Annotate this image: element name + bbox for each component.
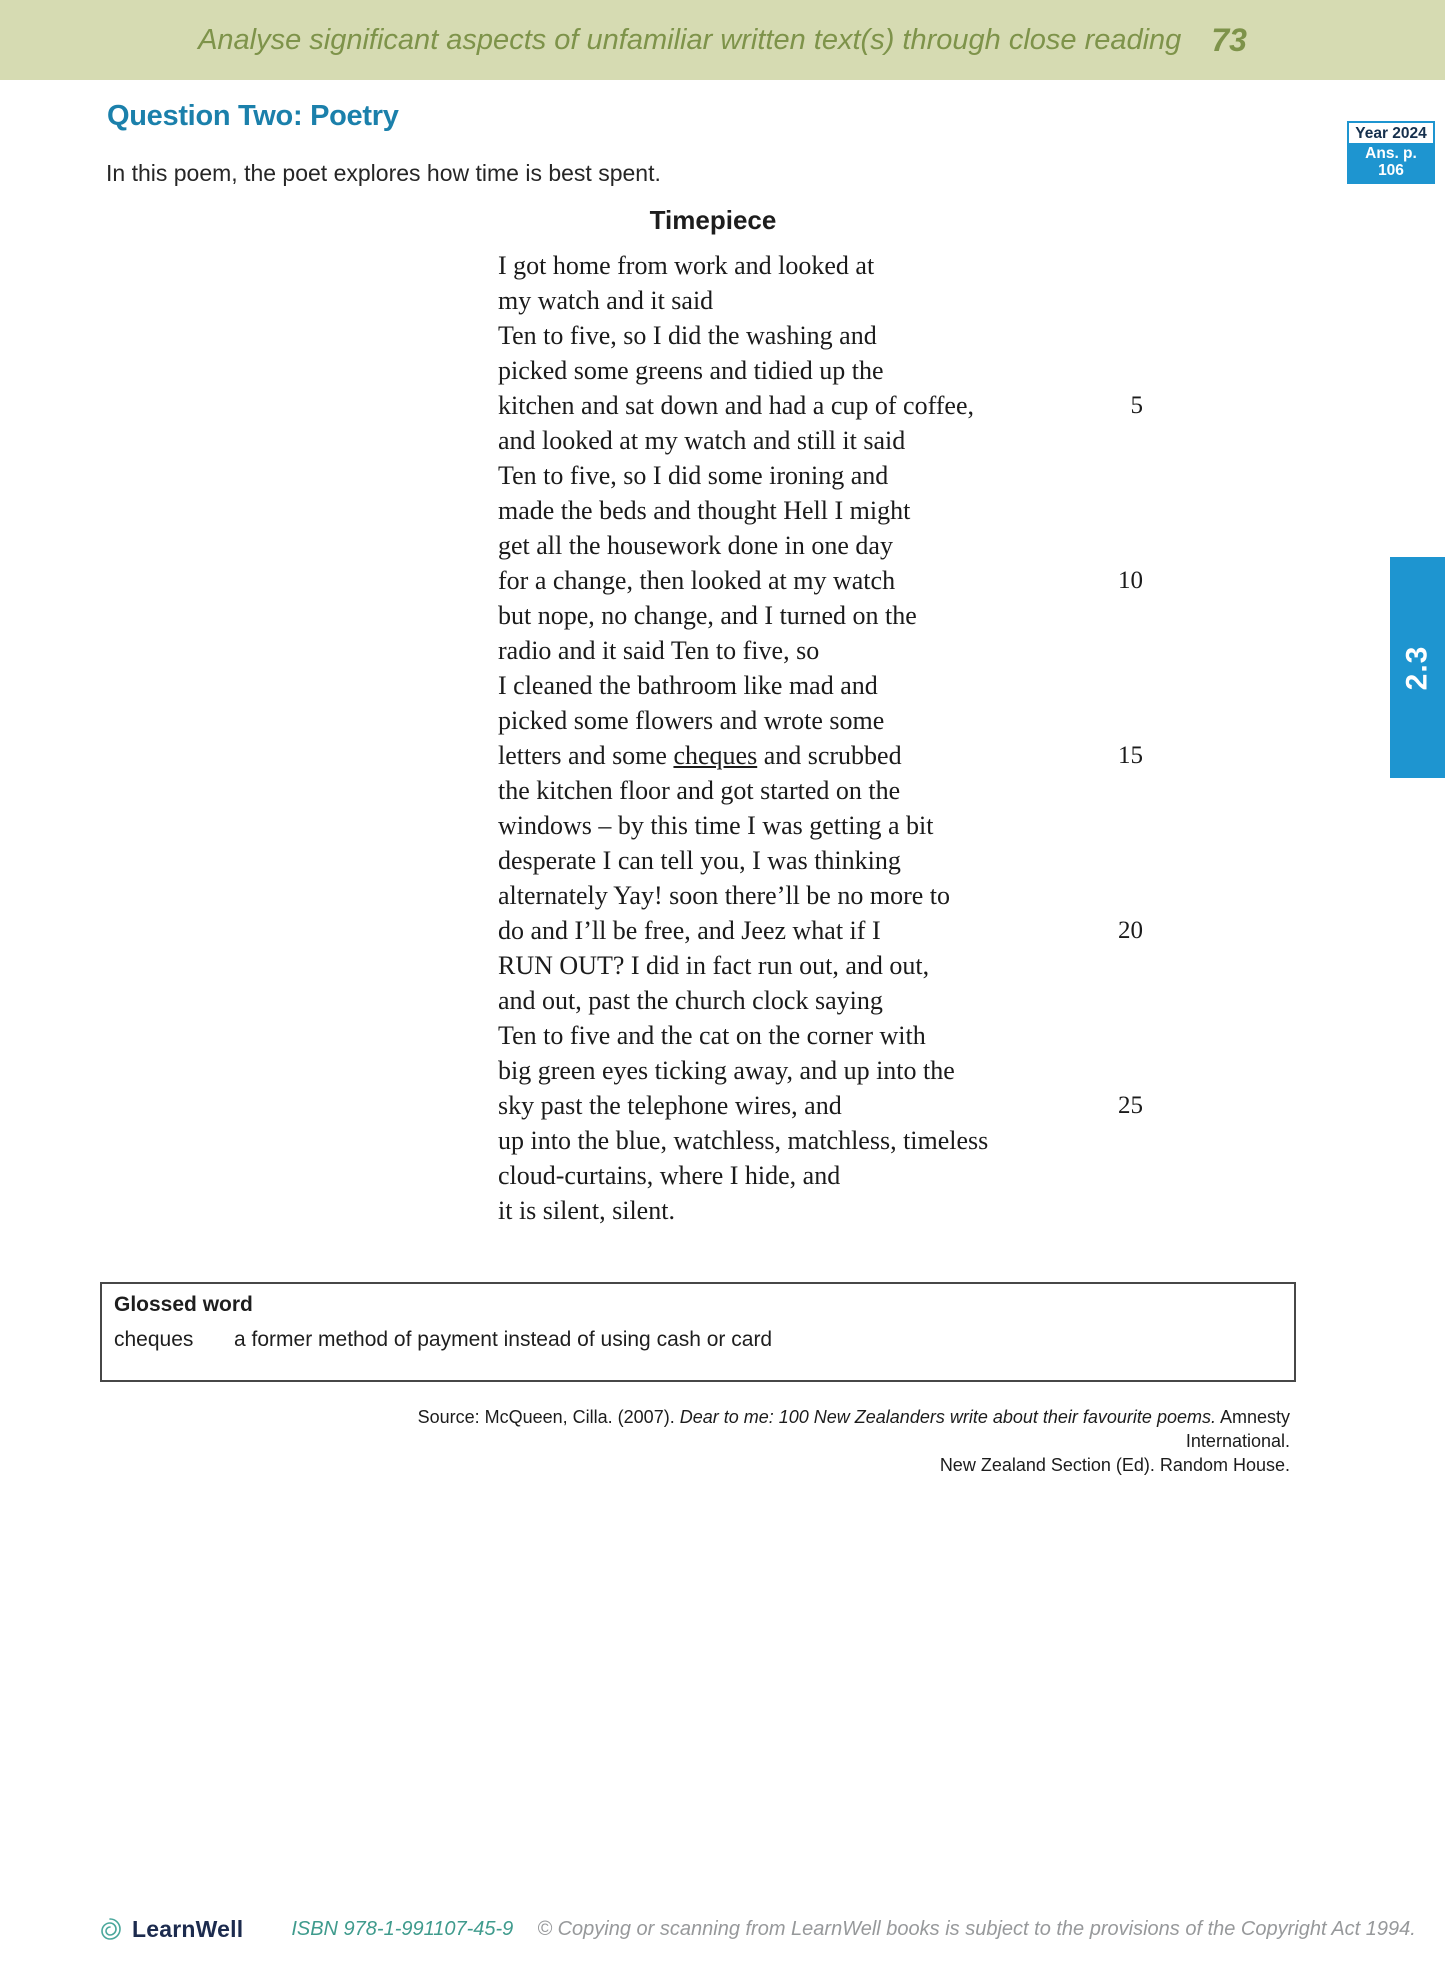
poem-lines — [498, 248, 1143, 1228]
poem-line — [498, 1088, 1143, 1123]
glossary-definition: a former method of payment instead of using cash or card — [234, 1328, 773, 1351]
copyright-notice: © Copying or scanning from LearnWell books is subject to the provisions of the Copyright Act 1994. — [537, 1917, 1416, 1940]
poem-line-text: sky past the telephone wires, and — [498, 1091, 842, 1120]
poem-line — [498, 703, 1143, 738]
poem-line-text: radio and it said Ten to five, so — [498, 636, 820, 665]
poem-line-number: 15 — [1118, 742, 1143, 769]
question-intro-text: In this poem, the poet explores how time is best spent. — [106, 160, 661, 186]
glossed-word-box — [100, 1282, 1296, 1382]
poem-line — [498, 563, 1143, 598]
poem-line — [498, 983, 1143, 1018]
answer-page-badge: Ans. p. 106 — [1349, 143, 1433, 182]
poem-line-number: 20 — [1118, 917, 1143, 944]
poem-line-text: letters and some cheques and scrubbed — [498, 741, 902, 770]
isbn-text: ISBN 978-1-991107-45-9 — [291, 1917, 514, 1940]
achievement-standard-title: Analyse significant aspects of unfamiliar written text(s) through close reading — [198, 23, 1182, 56]
poem-line — [498, 1018, 1143, 1053]
poem-line-text: Ten to five and the cat on the corner with — [498, 1021, 926, 1050]
poem-line — [498, 528, 1143, 563]
glossary-entry — [114, 1328, 1282, 1352]
poem-title: Timepiece — [649, 205, 777, 235]
poem-line — [498, 1123, 1143, 1158]
poem-line-number: 25 — [1118, 1092, 1143, 1119]
poem-line — [498, 283, 1143, 318]
poem-line-text: up into the blue, watchless, matchless, timeless — [498, 1126, 989, 1155]
poem-line — [498, 948, 1143, 983]
poem-line-text: I cleaned the bathroom like mad and — [498, 671, 878, 700]
question-heading: Question Two: Poetry — [107, 100, 399, 132]
glossary-heading: Glossed word — [114, 1293, 253, 1316]
poem-line — [498, 738, 1143, 773]
year-answer-badge — [1347, 121, 1435, 184]
page-header-bar — [0, 0, 1445, 80]
poem-line-text: it is silent, silent. — [498, 1196, 675, 1225]
poem-line — [498, 808, 1143, 843]
page-number: 73 — [1211, 21, 1247, 58]
poem-line-text: RUN OUT? I did in fact run out, and out, — [498, 951, 930, 980]
glossary-entries — [114, 1328, 1282, 1352]
source-book-title: Dear to me: 100 New Zealanders write about their favourite poems. — [679, 1407, 1216, 1427]
poem-line — [498, 668, 1143, 703]
learnwell-brand: LearnWell — [132, 1915, 244, 1942]
poem-line-text: do and I’ll be free, and Jeez what if I — [498, 916, 881, 945]
poem-line — [498, 913, 1143, 948]
poem-line — [498, 1158, 1143, 1193]
poem-line-text: Ten to five, so I did the washing and — [498, 321, 877, 350]
page-footer — [95, 1912, 1416, 1946]
poem-line-text: made the beds and thought Hell I might — [498, 496, 911, 525]
poem-line-text: and looked at my watch and still it said — [498, 426, 906, 455]
poem-line-text: windows – by this time I was getting a bit — [498, 811, 934, 840]
year-badge: Year 2024 — [1349, 123, 1433, 143]
poem-line-text: my watch and it said — [498, 286, 714, 315]
poem-line-text: kitchen and sat down and had a cup of coffee, — [498, 391, 975, 420]
poem-line-number: 10 — [1118, 567, 1143, 594]
source-citation — [390, 1405, 1290, 1477]
poem-line-text: cloud-curtains, where I hide, and — [498, 1161, 841, 1190]
poem-line — [498, 878, 1143, 913]
poem-line-text: desperate I can tell you, I was thinking — [498, 846, 901, 875]
poem-line — [498, 388, 1143, 423]
source-prefix: Source: McQueen, Cilla. (2007). — [417, 1407, 680, 1427]
source-line-2: New Zealand Section (Ed). Random House. — [939, 1455, 1290, 1475]
poem-line — [498, 1053, 1143, 1088]
poem-line-text: alternately Yay! soon there’ll be no more to — [498, 881, 950, 910]
poem-line — [498, 773, 1143, 808]
poem-line — [498, 423, 1143, 458]
poem-line — [498, 318, 1143, 353]
poem-line-text: and out, past the church clock saying — [498, 986, 883, 1015]
glossed-term-underlined: cheques — [673, 741, 758, 770]
poem-line — [498, 458, 1143, 493]
chapter-side-tab — [1390, 557, 1445, 778]
poem-line-number: 5 — [1130, 392, 1143, 419]
poem-line — [498, 1193, 1143, 1228]
chapter-side-tab-label: 2.3 — [1400, 645, 1434, 690]
glossary-term: cheques — [114, 1328, 194, 1351]
poem-line-text: for a change, then looked at my watch — [498, 566, 896, 595]
poem-line — [498, 633, 1143, 668]
poem-line — [498, 353, 1143, 388]
source-line-1 — [390, 1405, 1290, 1453]
poem-line — [498, 248, 1143, 283]
poem-line — [498, 598, 1143, 633]
poem-line-text: picked some flowers and wrote some — [498, 706, 885, 735]
source-suffix: Amnesty International. — [1185, 1407, 1290, 1451]
poem-line — [498, 843, 1143, 878]
poem-line-text: get all the housework done in one day — [498, 531, 893, 560]
poem-line-text: big green eyes ticking away, and up into the — [498, 1056, 955, 1085]
poem-line-text: picked some greens and tidied up the — [498, 356, 884, 385]
spiral-icon — [95, 1914, 125, 1944]
poem-line-text: I got home from work and looked at — [498, 251, 875, 280]
poem-line-text: Ten to five, so I did some ironing and — [498, 461, 889, 490]
poem-line — [498, 493, 1143, 528]
poem-line-text: but nope, no change, and I turned on the — [498, 601, 917, 630]
poem-line-text: the kitchen floor and got started on the — [498, 776, 901, 805]
